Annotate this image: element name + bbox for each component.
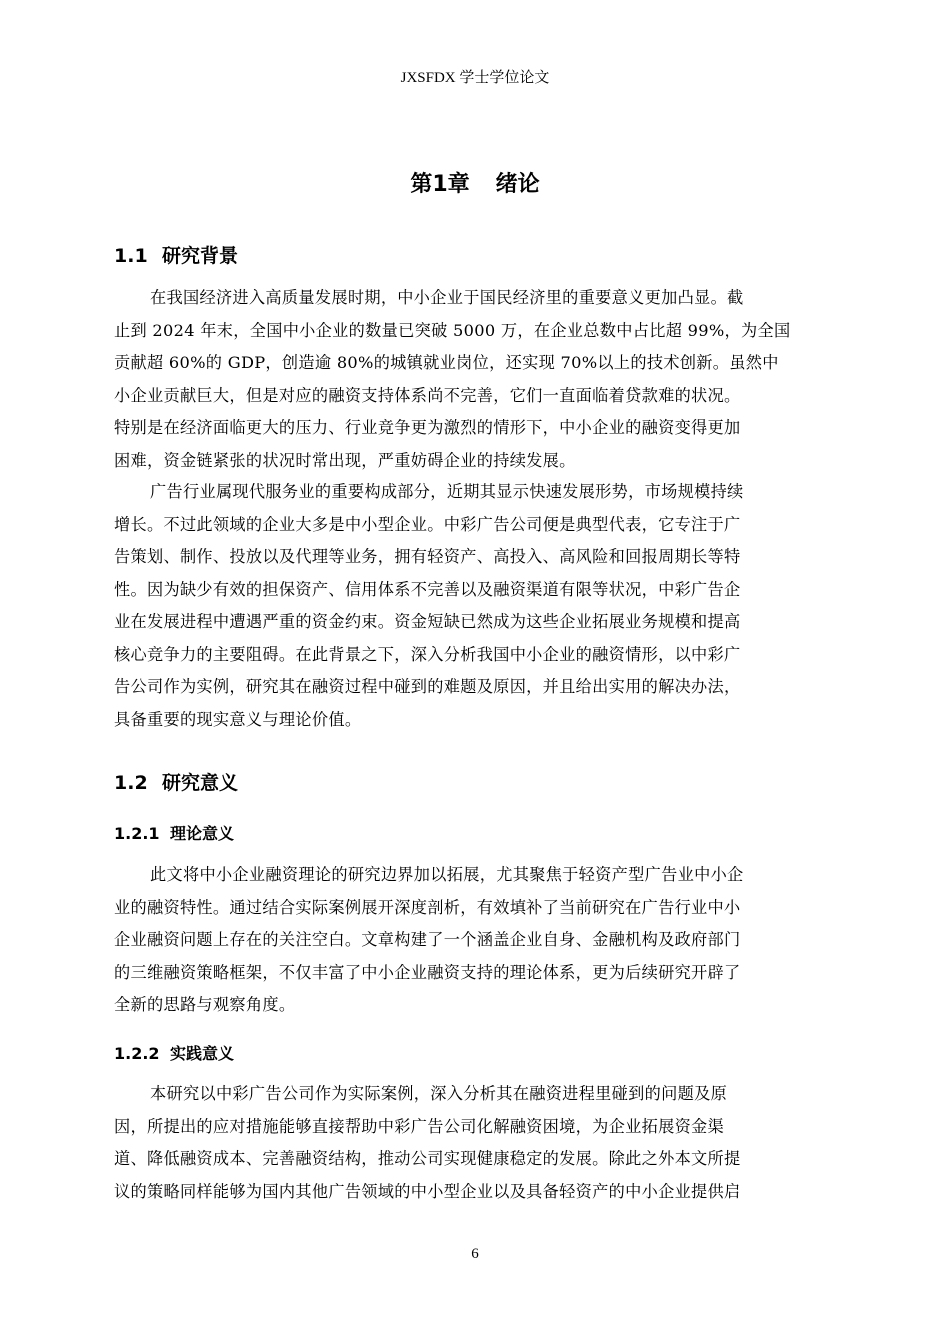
text-line: 广告行业属现代服务业的重要构成部分，近期其显示快速发展形势，市场规模持续 — [150, 482, 744, 501]
text-line: 告公司作为实例，研究其在融资过程中碰到的难题及原因，并且给出实用的解决办法， — [114, 677, 741, 696]
text-line: 企业融资问题上存在的关注空白。文章构建了一个涵盖企业自身、金融机构及政府部门 — [114, 930, 741, 949]
text-line: 的三维融资策略框架，不仅丰富了中小企业融资支持的理论体系，更为后续研究开辟了 — [114, 962, 741, 982]
text-line: 困难，资金链紧张的状况时常出现，严重妨碍企业的持续发展。 — [114, 450, 576, 470]
text-line: 告策划、制作、投放以及代理等业务，拥有轻资产、高投入、高风险和回报周期长等特 — [114, 547, 741, 566]
page-number: 6 — [471, 1246, 479, 1262]
text-line: 特别是在经济面临更大的压力、行业竞争更为激烈的情形下，中小企业的融资变得更加 — [114, 418, 741, 437]
section-number: 1.1 — [114, 245, 148, 267]
text-line: 议的策略同样能够为国内其他广告领域的中小型企业以及具备轻资产的中小企业提供启 — [114, 1181, 741, 1201]
text-line: 此文将中小企业融资理论的研究边界加以拓展，尤其聚焦于轻资产型广告业中小企 — [150, 865, 744, 884]
subsection-title: 理论意义 — [170, 824, 235, 843]
text-line: 止到 2024 年末，全国中小企业的数量已突破 5000 万，在企业总数中占比超 99%，为全国 — [114, 320, 791, 340]
section-title: 研究背景 — [162, 245, 239, 267]
paragraph-theory — [114, 859, 859, 1022]
text-line: 道、降低融资成本、完善融资结构，推动公司实现健康稳定的发展。除此之外本文所提 — [114, 1149, 741, 1168]
section-heading-1-1 — [114, 243, 238, 269]
section-heading-1-2 — [114, 770, 238, 796]
text-line: 具备重要的现实意义与理论价值。 — [114, 709, 362, 729]
section-title: 研究意义 — [162, 772, 239, 794]
subsection-title: 实践意义 — [170, 1044, 235, 1063]
running-header: JXSFDX 学士学位论文 — [400, 70, 550, 86]
text-line: 业在发展进程中遭遇严重的资金约束。资金短缺已然成为这些企业拓展业务规模和提高 — [114, 612, 741, 631]
chapter-title-text: 绪论 — [495, 172, 540, 197]
text-line: 贡献超 60%的 GDP，创造逾 80%的城镇就业岗位，还实现 70%以上的技术创新。虽然中 — [114, 353, 779, 372]
chapter-number: 第1章 — [410, 172, 470, 197]
text-line: 全新的思路与观察角度。 — [114, 995, 296, 1014]
text-line: 增长。不过此领域的企业大多是中小型企业。中彩广告公司便是典型代表，它专注于广 — [114, 514, 741, 534]
text-line: 核心竞争力的主要阻碍。在此背景之下，深入分析我国中小企业的融资情形，以中彩广 — [114, 644, 741, 664]
section-number: 1.2 — [114, 772, 148, 794]
subsection-heading-1-2-2 — [114, 1043, 234, 1065]
paragraph-background-1 — [114, 282, 859, 477]
text-line: 性。因为缺少有效的担保资产、信用体系不完善以及融资渠道有限等状况，中彩广告企 — [114, 579, 741, 599]
subsection-number: 1.2.1 — [114, 824, 160, 843]
text-line: 本研究以中彩广告公司作为实际案例，深入分析其在融资进程里碰到的问题及原 — [150, 1084, 728, 1103]
paragraph-practice — [114, 1078, 859, 1208]
text-line: 小企业贡献巨大，但是对应的融资支持体系尚不完善，它们一直面临着贷款难的状况。 — [114, 385, 741, 405]
subsection-heading-1-2-1 — [114, 823, 234, 845]
chapter-title — [0, 170, 950, 200]
text-line: 在我国经济进入高质量发展时期，中小企业于国民经济里的重要意义更加凸显。截 — [150, 288, 744, 307]
text-line: 业的融资特性。通过结合实际案例展开深度剖析，有效填补了当前研究在广告行业中小 — [114, 897, 741, 917]
text-line: 因，所提出的应对措施能够直接帮助中彩广告公司化解融资困境，为企业拓展资金渠 — [114, 1116, 725, 1136]
subsection-number: 1.2.2 — [114, 1044, 160, 1063]
paragraph-background-2 — [114, 476, 859, 736]
